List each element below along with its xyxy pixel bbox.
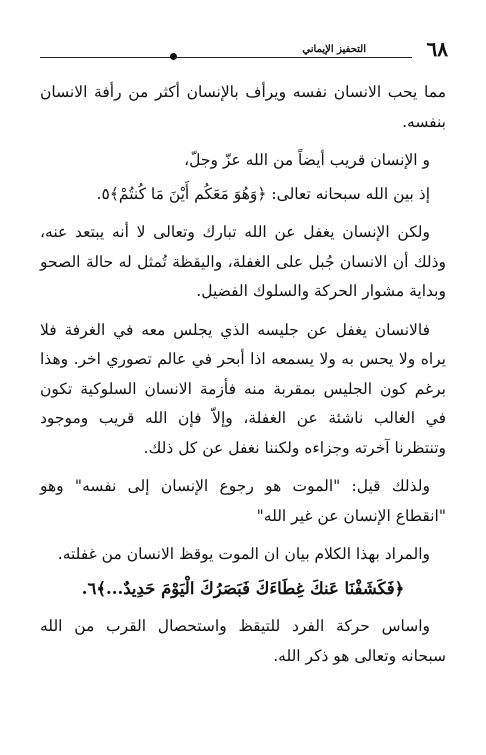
header-ornament-dot <box>170 53 177 60</box>
running-title: التحفيز الإيماني <box>302 44 366 55</box>
quran-verse-paragraph: إذ بين الله سبحانه تعالى: ﴿وَهُوَ مَعَكُم أَيْنَ مَا كُنتُمْ﴾٥. <box>96 184 430 203</box>
paragraph: مما يحب الانسان نفسه ويرأف بالإنسان أكثر من رأفة الانسان بنفسه. <box>40 83 446 131</box>
paragraph: واساس حركة الفرد للتيقظ واستحصال القرب من الله سبحانه وتعالى هو ذكر الله. <box>40 617 446 665</box>
body-text <box>40 78 446 680</box>
page-header <box>40 38 448 64</box>
paragraph: والمراد بهذا الكلام بيان ان الموت يوقظ الانسان من غفلته. <box>57 545 430 563</box>
quran-verse: ﴿فَكَشَفْنَا عَنكَ غِطَاءَكَ فَبَصَرُكَ الْيَوْمَ حَدِيدٌ...﴾٦. <box>81 578 405 598</box>
paragraph: فالانسان يغفل عن جليسه الذي يجلس معه في الغرفة فلا يراه ولا يحس به ولا يسمعه اذا أبحر في عالم تصوري اخر. وهذا برغم كون الجليس بمقربة منه فأزمة الانسان السلوكية تكون في الغالب ناشئة عن الغفلة، وإلاّ فإن الله قريب وموجود وتنتظرنا آخرته وجزاءه ولكننا نغفل عن كل ذلك. <box>40 320 446 457</box>
page-number: ٦٨ <box>426 37 448 61</box>
paragraph: و الإنسان قريب أيضاً من الله عزّ وجلّ، <box>184 151 430 169</box>
quote-paragraph: ولذلك قيل: "الموت هو رجوع الإنسان إلى نفسه" وهو "انقطاع الإنسان عن غير الله" <box>40 477 446 525</box>
paragraph: ولكن الإنسان يغفل عن الله تبارك وتعالى لا أنه يبتعد عنه، وذلك أن الانسان جُبل على الغفلة، واليقظة تُمثل له حالة الصحو وبداية مشوار الحركة والسلوك الفضيل. <box>40 223 446 300</box>
header-rule <box>40 57 412 58</box>
